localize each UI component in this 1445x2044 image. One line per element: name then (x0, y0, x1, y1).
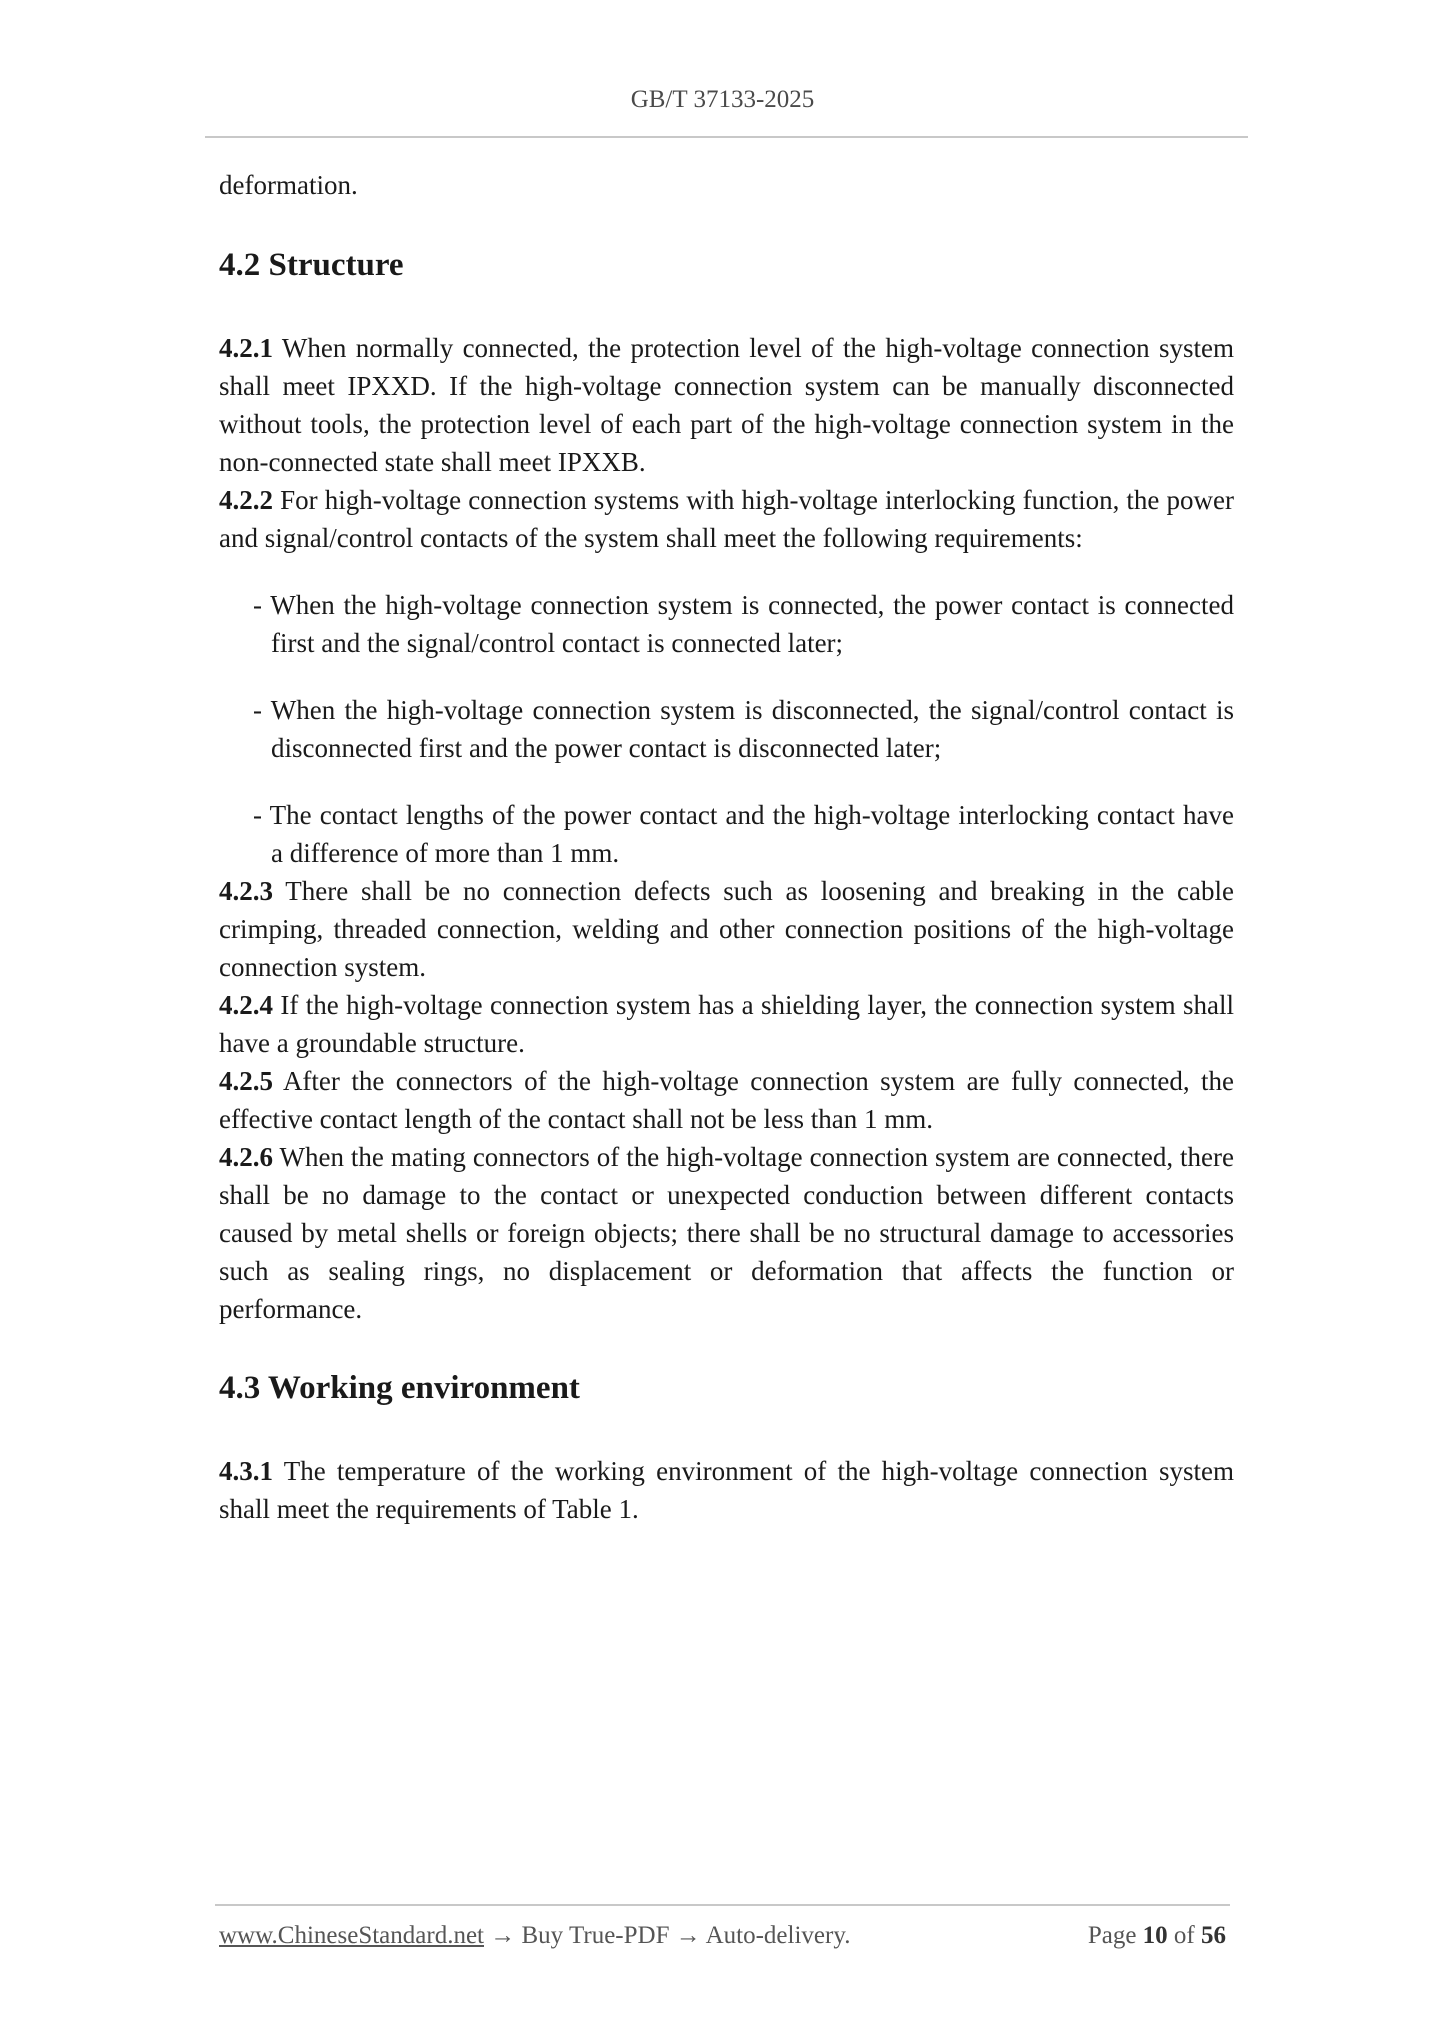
list-item: - When the high-voltage connection system is connected, the power contact is connected first and the signal/control contact is connected later; (253, 590, 1234, 658)
footer-divider (215, 1904, 1230, 1906)
page-total: 56 (1201, 1922, 1226, 1949)
clause-4-2-2 (219, 481, 1234, 557)
section-heading-4-3: 4.3 Working environment (219, 1370, 580, 1406)
clause-number: 4.2.5 (219, 1066, 273, 1096)
clause-text: After the connectors of the high-voltage connection system are fully connected, the effective contact length of the contact shall not be less than 1 mm. (219, 1066, 1234, 1134)
header-divider (205, 136, 1248, 138)
buy-true-pdf-text: Buy True-PDF (521, 1922, 670, 1949)
clause-number: 4.2.4 (219, 990, 273, 1020)
clause-4-2-3 (219, 872, 1234, 986)
clause-text: The temperature of the working environment of the high-voltage connection system shall meet the requirements of Table 1. (219, 1456, 1234, 1524)
clause-number: 4.2.3 (219, 876, 273, 906)
list-item: - The contact lengths of the power contact and the high-voltage interlocking contact have a difference of more than 1 mm. (253, 800, 1234, 868)
list-item: - When the high-voltage connection system is disconnected, the signal/control contact is disconnected first and the power contact is disconnected later; (253, 695, 1234, 763)
page-header-title: GB/T 37133-2025 (630, 86, 815, 113)
page-indicator (1088, 1922, 1226, 1950)
auto-delivery-text: Auto-delivery. (705, 1922, 851, 1949)
clause-4-2-1 (219, 329, 1234, 481)
clause-text: When the mating connectors of the high-voltage connection system are connected, there shall be no damage to the contact or unexpected conduction between different contacts caused by metal shells or foreign objects; there shall be no structural damage to accessories such as sealing rings, no displacement or deformation that affects the function or performance. (219, 1142, 1234, 1324)
clause-text: If the high-voltage connection system has a shielding layer, the connection system shall have a groundable structure. (219, 990, 1234, 1058)
page-number: 10 (1142, 1922, 1168, 1949)
clause-number: 4.2.2 (219, 485, 273, 515)
clause-number: 4.3.1 (219, 1456, 273, 1486)
page-footer (219, 1922, 1226, 1950)
clause-text: There shall be no connection defects such as loosening and breaking in the cable crimping, threaded connection, welding and other connection positions of the high-voltage connection system. (219, 876, 1235, 982)
website-link[interactable]: www.ChineseStandard.net (219, 1922, 484, 1949)
page-label: Page (1087, 1922, 1137, 1949)
document-body (219, 166, 1234, 1528)
clause-number: 4.2.1 (219, 333, 273, 363)
clause-text: For high-voltage connection systems with high-voltage interlocking function, the power and signal/control contacts of the system shall meet the following requirements: (219, 485, 1234, 553)
footer-promo (219, 1922, 850, 1950)
clause-4-3-1 (219, 1452, 1234, 1528)
clause-text: When normally connected, the protection level of the high-voltage connection system shall meet IPXXD. If the high-voltage connection system can be manually disconnected without tools, the protection level of each part of the high-voltage connection system in the non-connected state shall meet IPXXB. (219, 333, 1235, 477)
section-heading-4-2: 4.2 Structure (219, 247, 404, 283)
clause-4-2-5 (219, 1062, 1234, 1138)
clause-number: 4.2.6 (219, 1142, 273, 1172)
continuation-text: deformation. (219, 170, 358, 200)
clause-4-2-4 (219, 986, 1234, 1062)
arrow-right-icon: → (490, 1922, 516, 1949)
arrow-right-icon: → (675, 1922, 701, 1949)
clause-4-2-6 (219, 1138, 1234, 1328)
of-label: of (1173, 1922, 1195, 1949)
requirement-list (219, 586, 1234, 872)
